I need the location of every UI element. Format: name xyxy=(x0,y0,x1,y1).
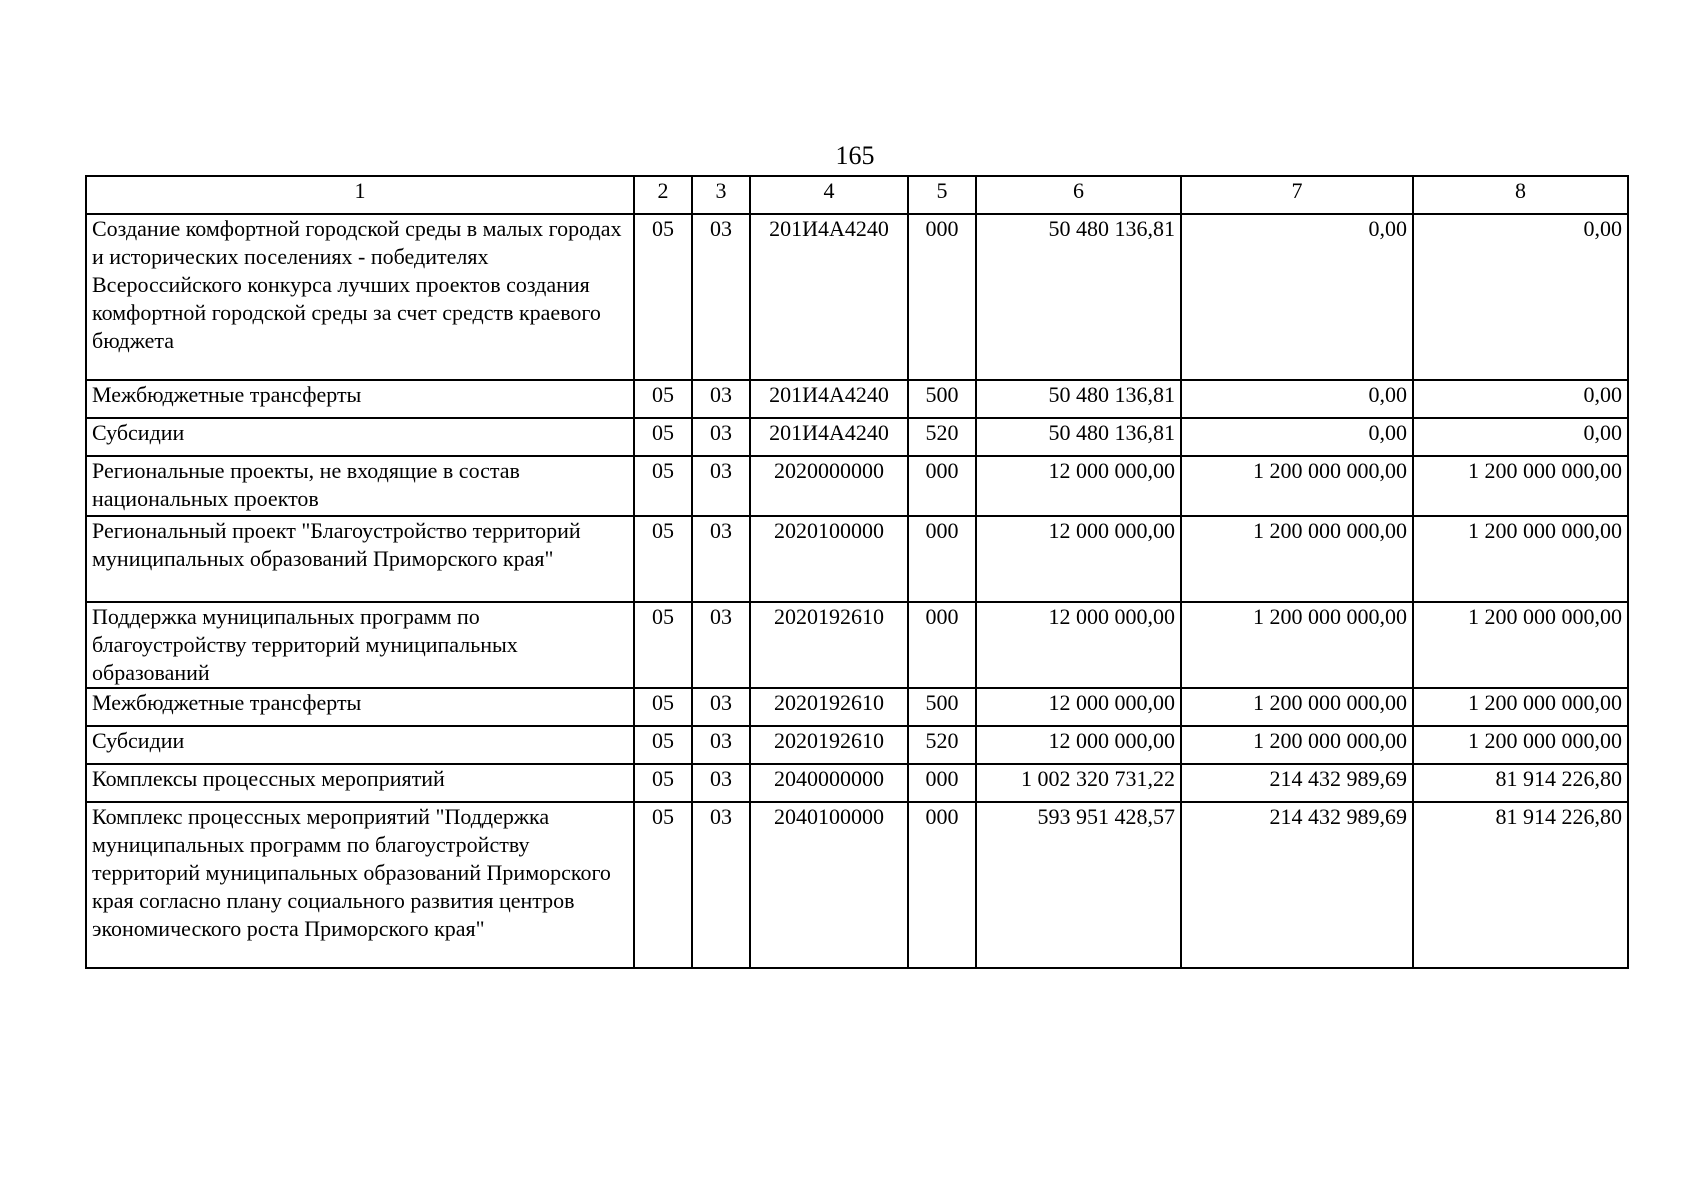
column-header: 5 xyxy=(908,176,976,214)
target-article-code: 201И4А4240 xyxy=(750,380,908,418)
section-code: 05 xyxy=(634,726,692,764)
amount-col7: 1 200 000 000,00 xyxy=(1181,602,1413,688)
amount-col6: 12 000 000,00 xyxy=(976,516,1181,602)
section-code: 05 xyxy=(634,418,692,456)
subsection-code: 03 xyxy=(692,418,750,456)
expense-type-code: 500 xyxy=(908,380,976,418)
target-article-code: 2020100000 xyxy=(750,516,908,602)
section-code: 05 xyxy=(634,516,692,602)
amount-col6: 50 480 136,81 xyxy=(976,214,1181,380)
subsection-code: 03 xyxy=(692,380,750,418)
amount-col7: 1 200 000 000,00 xyxy=(1181,726,1413,764)
row-name: Поддержка муниципальных программ по благоустройству территорий муниципальных образований xyxy=(86,602,634,688)
section-code: 05 xyxy=(634,688,692,726)
amount-col6: 12 000 000,00 xyxy=(976,726,1181,764)
amount-col8: 0,00 xyxy=(1413,380,1628,418)
expense-type-code: 000 xyxy=(908,802,976,968)
row-name: Создание комфортной городской среды в малых городах и исторических поселениях - победителях Всероссийского конкурса лучших проектов создания комфортной городской среды за счет средств краевого бюджета xyxy=(86,214,634,380)
amount-col6: 12 000 000,00 xyxy=(976,456,1181,516)
amount-col8: 0,00 xyxy=(1413,214,1628,380)
subsection-code: 03 xyxy=(692,602,750,688)
table-row xyxy=(86,726,1628,764)
amount-col8: 81 914 226,80 xyxy=(1413,764,1628,802)
section-code: 05 xyxy=(634,764,692,802)
target-article-code: 2040000000 xyxy=(750,764,908,802)
target-article-code: 2020192610 xyxy=(750,602,908,688)
row-name: Комплекс процессных мероприятий "Поддержка муниципальных программ по благоустройству территорий муниципальных образований Приморского края согласно плану социального развития центров экономического роста Приморского края" xyxy=(86,802,634,968)
target-article-code: 2020000000 xyxy=(750,456,908,516)
column-header: 3 xyxy=(692,176,750,214)
expense-type-code: 000 xyxy=(908,764,976,802)
expense-type-code: 000 xyxy=(908,214,976,380)
column-header: 2 xyxy=(634,176,692,214)
section-code: 05 xyxy=(634,214,692,380)
expense-type-code: 520 xyxy=(908,726,976,764)
amount-col6: 50 480 136,81 xyxy=(976,380,1181,418)
table-row xyxy=(86,802,1628,968)
subsection-code: 03 xyxy=(692,802,750,968)
table-row xyxy=(86,214,1628,380)
expense-type-code: 000 xyxy=(908,456,976,516)
column-header: 1 xyxy=(86,176,634,214)
expense-type-code: 000 xyxy=(908,602,976,688)
row-name: Субсидии xyxy=(86,726,634,764)
subsection-code: 03 xyxy=(692,726,750,764)
amount-col8: 1 200 000 000,00 xyxy=(1413,688,1628,726)
amount-col8: 0,00 xyxy=(1413,418,1628,456)
amount-col7: 0,00 xyxy=(1181,380,1413,418)
amount-col7: 0,00 xyxy=(1181,214,1413,380)
budget-table xyxy=(85,175,1629,969)
column-header: 4 xyxy=(750,176,908,214)
expense-type-code: 520 xyxy=(908,418,976,456)
amount-col7: 0,00 xyxy=(1181,418,1413,456)
table-row xyxy=(86,418,1628,456)
amount-col7: 1 200 000 000,00 xyxy=(1181,516,1413,602)
amount-col6: 593 951 428,57 xyxy=(976,802,1181,968)
amount-col8: 1 200 000 000,00 xyxy=(1413,726,1628,764)
row-name: Региональный проект "Благоустройство территорий муниципальных образований Приморского края" xyxy=(86,516,634,602)
amount-col8: 1 200 000 000,00 xyxy=(1413,602,1628,688)
table-header-row xyxy=(86,176,1628,214)
subsection-code: 03 xyxy=(692,764,750,802)
target-article-code: 201И4А4240 xyxy=(750,214,908,380)
amount-col6: 1 002 320 731,22 xyxy=(976,764,1181,802)
amount-col6: 50 480 136,81 xyxy=(976,418,1181,456)
amount-col6: 12 000 000,00 xyxy=(976,688,1181,726)
amount-col8: 1 200 000 000,00 xyxy=(1413,516,1628,602)
target-article-code: 2040100000 xyxy=(750,802,908,968)
table-row xyxy=(86,380,1628,418)
amount-col6: 12 000 000,00 xyxy=(976,602,1181,688)
row-name: Комплексы процессных мероприятий xyxy=(86,764,634,802)
subsection-code: 03 xyxy=(692,516,750,602)
expense-type-code: 500 xyxy=(908,688,976,726)
amount-col7: 1 200 000 000,00 xyxy=(1181,456,1413,516)
section-code: 05 xyxy=(634,380,692,418)
section-code: 05 xyxy=(634,456,692,516)
expense-type-code: 000 xyxy=(908,516,976,602)
target-article-code: 2020192610 xyxy=(750,688,908,726)
row-name: Межбюджетные трансферты xyxy=(86,380,634,418)
amount-col7: 1 200 000 000,00 xyxy=(1181,688,1413,726)
column-header: 7 xyxy=(1181,176,1413,214)
table-row xyxy=(86,456,1628,516)
amount-col7: 214 432 989,69 xyxy=(1181,802,1413,968)
table-row xyxy=(86,688,1628,726)
table-row xyxy=(86,516,1628,602)
amount-col7: 214 432 989,69 xyxy=(1181,764,1413,802)
target-article-code: 201И4А4240 xyxy=(750,418,908,456)
table-row xyxy=(86,764,1628,802)
subsection-code: 03 xyxy=(692,456,750,516)
section-code: 05 xyxy=(634,802,692,968)
row-name: Региональные проекты, не входящие в состав национальных проектов xyxy=(86,456,634,516)
amount-col8: 81 914 226,80 xyxy=(1413,802,1628,968)
column-header: 8 xyxy=(1413,176,1628,214)
column-header: 6 xyxy=(976,176,1181,214)
section-code: 05 xyxy=(634,602,692,688)
subsection-code: 03 xyxy=(692,214,750,380)
row-name: Межбюджетные трансферты xyxy=(86,688,634,726)
table-row xyxy=(86,602,1628,688)
amount-col8: 1 200 000 000,00 xyxy=(1413,456,1628,516)
row-name: Субсидии xyxy=(86,418,634,456)
page-number: 165 xyxy=(835,141,875,170)
subsection-code: 03 xyxy=(692,688,750,726)
target-article-code: 2020192610 xyxy=(750,726,908,764)
